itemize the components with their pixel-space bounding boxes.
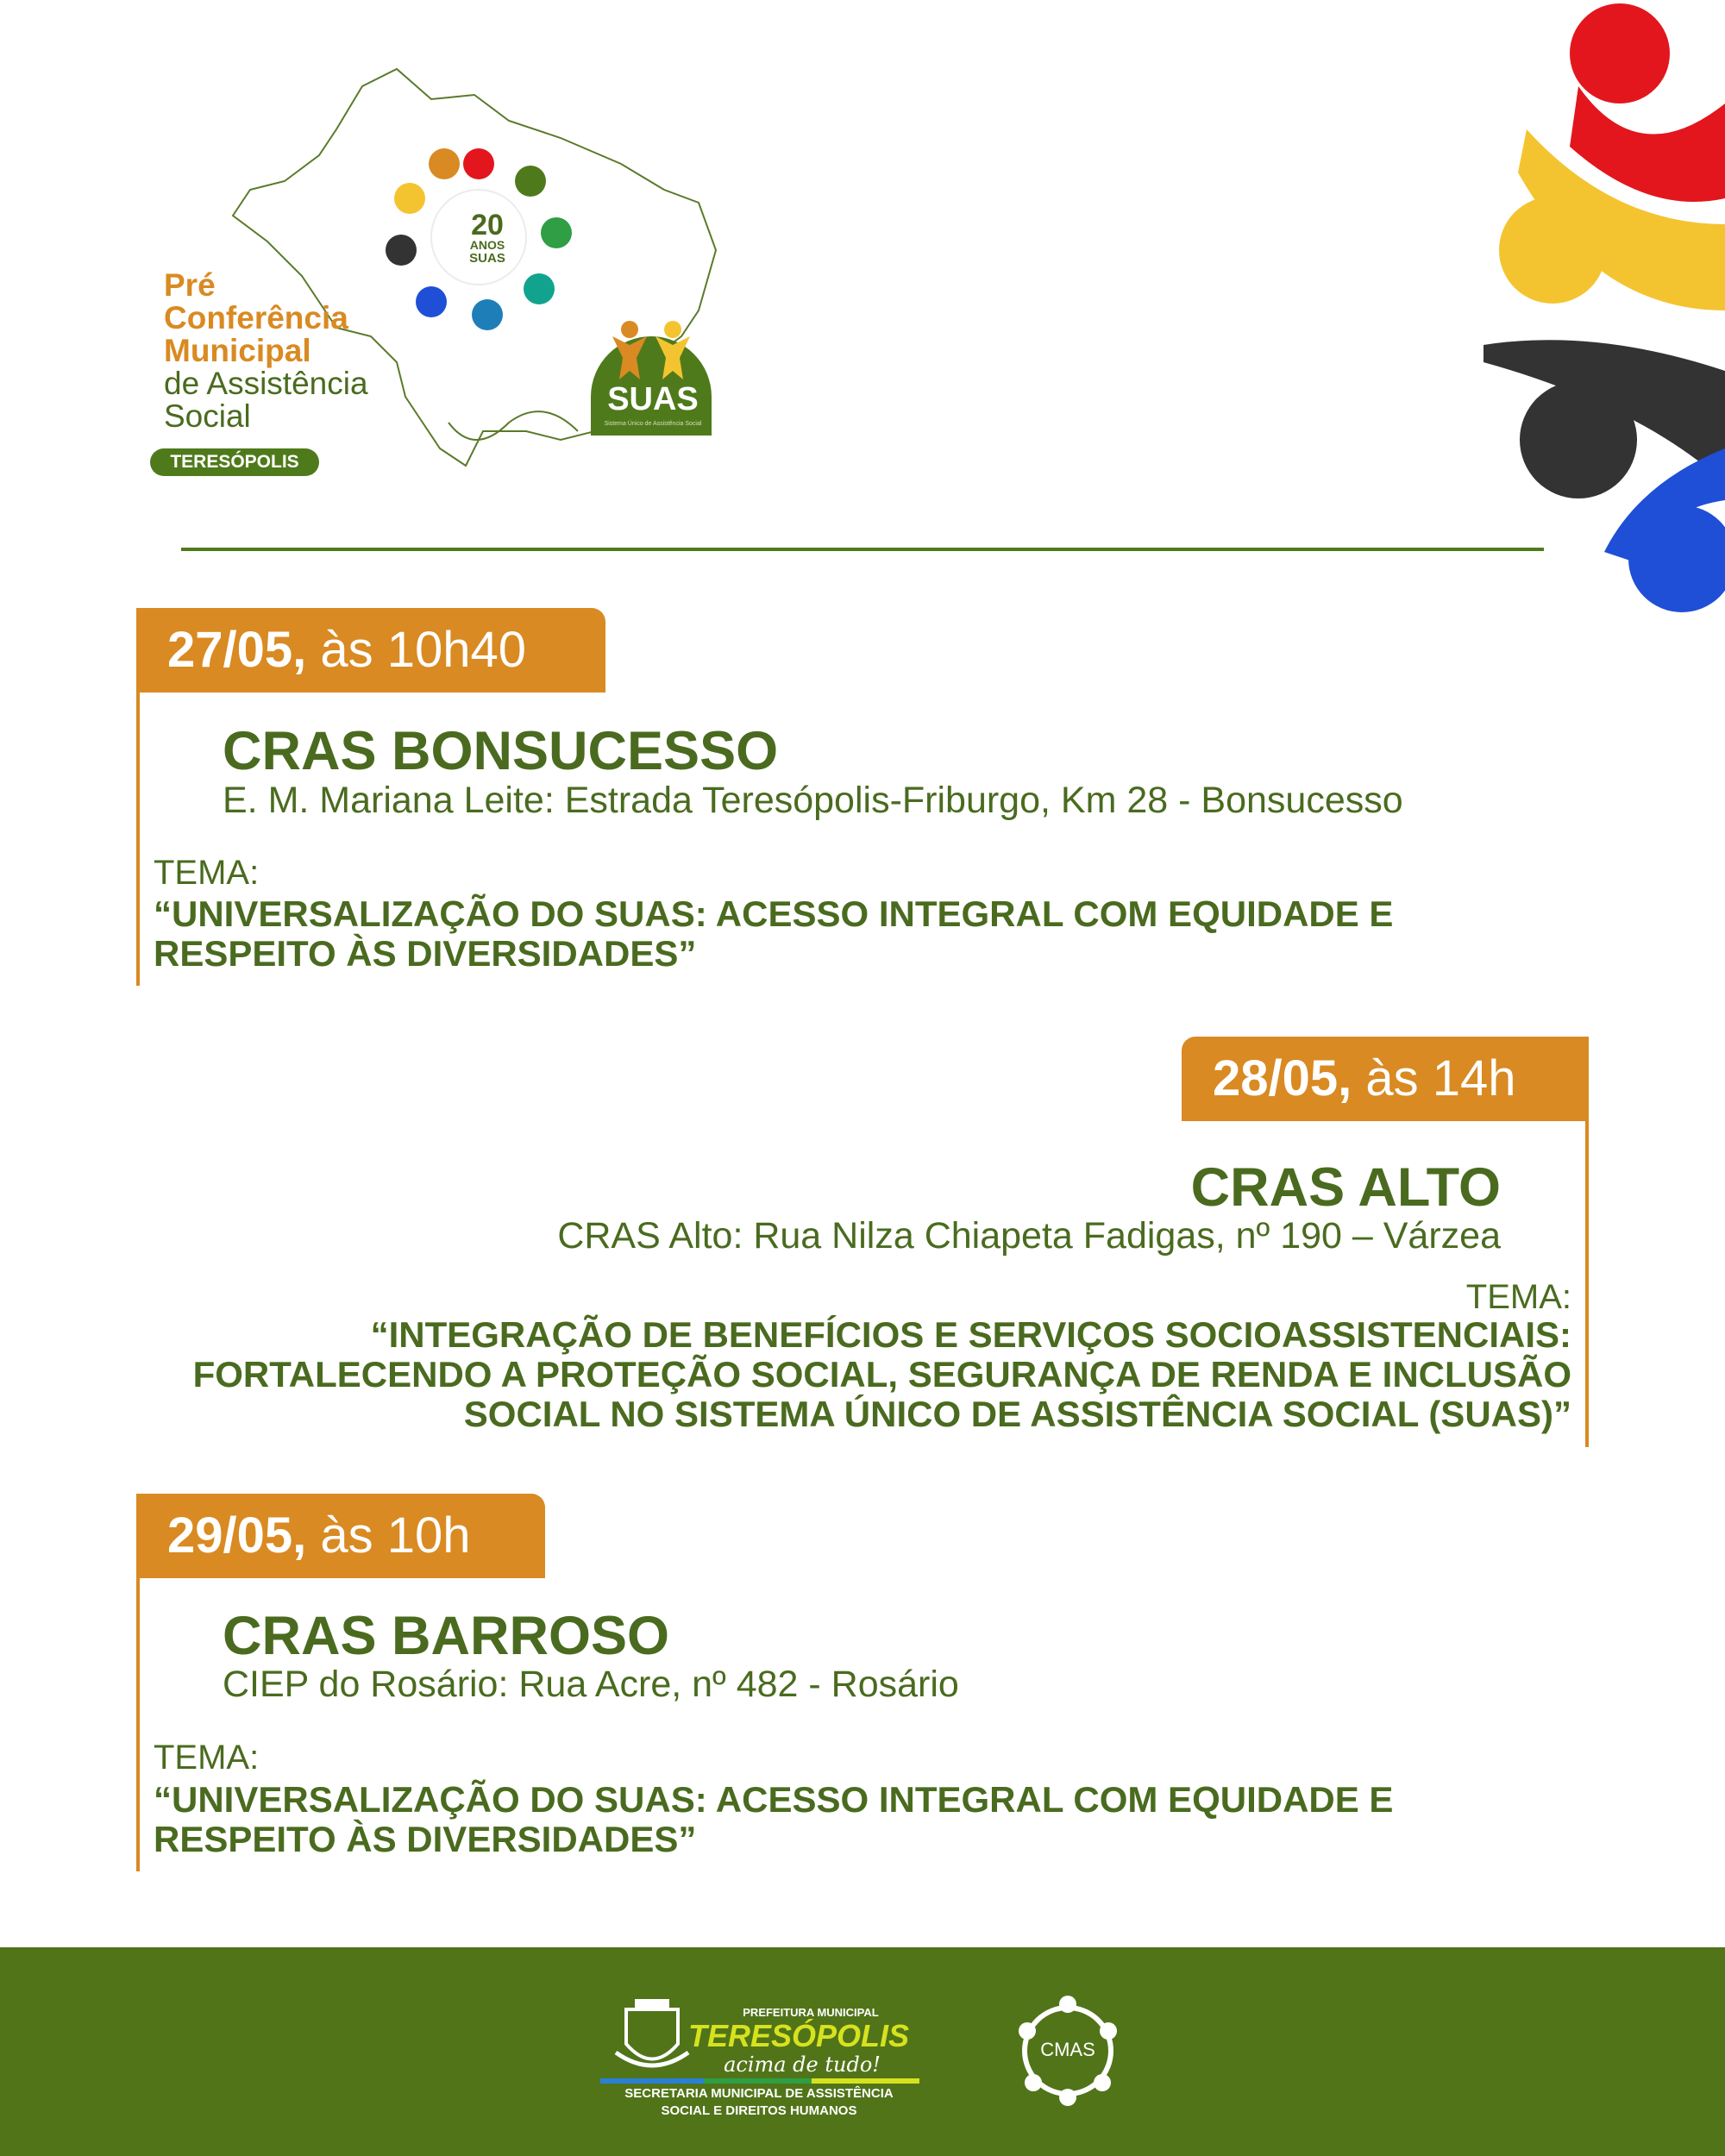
event-1-theme-label: TEMA:	[154, 854, 260, 892]
theme-line: “INTEGRAÇÃO DE BENEFÍCIOS E SERVIÇOS SOCIOASSISTENCIAIS:	[370, 1314, 1571, 1355]
theme-line: “UNIVERSALIZAÇÃO DO SUAS: ACESSO INTEGRAL COM EQUIDADE E	[154, 1779, 1394, 1820]
suas-badge-caption: Sistema Único de Assistência Social	[604, 421, 702, 427]
event-3-venue: CRAS BARROSO	[223, 1606, 670, 1666]
event-date: 27/05,	[167, 622, 307, 678]
anniversary-suas: SUAS	[469, 251, 505, 266]
event-1-theme	[154, 894, 1393, 974]
anniversary-number: 20	[471, 209, 504, 241]
event-date: 28/05,	[1213, 1050, 1352, 1106]
event-3-theme-label: TEMA:	[154, 1739, 260, 1777]
event-time: às 10h	[320, 1507, 471, 1564]
theme-line: RESPEITO ÀS DIVERSIDADES”	[154, 1819, 697, 1859]
event-3-date-tab	[136, 1494, 545, 1578]
event-1-rule	[136, 690, 140, 986]
red-figure-body	[1570, 86, 1725, 202]
department-line: SECRETARIA MUNICIPAL DE ASSISTÊNCIA	[624, 2086, 894, 2101]
logo-city-pill: TERESÓPOLIS	[150, 448, 319, 476]
event-date: 29/05,	[167, 1507, 307, 1564]
event-2-theme-label: TEMA:	[1465, 1278, 1571, 1316]
map-swirl	[448, 411, 578, 440]
suas-badge-label: SUAS	[607, 381, 699, 417]
event-2-theme	[112, 1315, 1571, 1434]
logo-sub-line: de Assistência	[164, 366, 368, 401]
event-1-venue: CRAS BONSUCESSO	[223, 721, 779, 781]
prefeitura-slogan: acima de tudo!	[724, 2053, 881, 2077]
theme-line: SOCIAL NO SISTEMA ÚNICO DE ASSISTÊNCIA SOCIAL (SUAS)”	[463, 1394, 1571, 1434]
anniversary-word: ANOS	[469, 238, 505, 252]
prefeitura-caption: PREFEITURA MUNICIPAL	[743, 2006, 879, 2019]
department-name	[595, 2085, 923, 2120]
event-2-address: CRAS Alto: Rua Nilza Chiapeta Fadigas, nº 190 – Várzea	[557, 1215, 1501, 1257]
logo-title-line: Pré	[164, 267, 216, 303]
event-time: às 14h	[1365, 1050, 1516, 1106]
flag-stripe	[600, 2078, 919, 2084]
event-time: às 10h40	[320, 622, 527, 678]
people-figures-decoration	[1466, 0, 1725, 621]
logo-title-line: Conferência	[164, 300, 348, 335]
event-3-address: CIEP do Rosário: Rua Acre, nº 482 - Rosário	[223, 1664, 959, 1705]
logo-subtitle	[164, 367, 368, 433]
prefeitura-city: TERESÓPOLIS	[687, 2018, 910, 2053]
city-coat-of-arms-icon	[609, 1992, 695, 2078]
logo-title	[164, 269, 348, 367]
cmas-label: CMAS	[1040, 2039, 1095, 2060]
event-1-address: E. M. Mariana Leite: Estrada Teresópolis-Friburgo, Km 28 - Bonsucesso	[223, 780, 1403, 821]
logo-sub-line: Social	[164, 398, 251, 434]
theme-line: FORTALECENDO A PROTEÇÃO SOCIAL, SEGURANÇA DE RENDA E INCLUSÃO	[192, 1354, 1571, 1395]
theme-line: RESPEITO ÀS DIVERSIDADES”	[154, 933, 697, 974]
event-1-date-tab	[136, 608, 605, 693]
event-2-venue: CRAS ALTO	[1190, 1157, 1501, 1218]
event-3-theme	[154, 1780, 1393, 1859]
event-3-rule	[136, 1576, 140, 1871]
event-2-rule	[1585, 1119, 1589, 1447]
department-line: SOCIAL E DIREITOS HUMANOS	[661, 2103, 857, 2118]
header-divider	[181, 548, 1544, 551]
logo-title-line: Municipal	[164, 333, 311, 368]
theme-line: “UNIVERSALIZAÇÃO DO SUAS: ACESSO INTEGRAL COM EQUIDADE E	[154, 893, 1394, 934]
red-figure-head	[1570, 3, 1670, 103]
event-2-date-tab	[1182, 1037, 1589, 1121]
